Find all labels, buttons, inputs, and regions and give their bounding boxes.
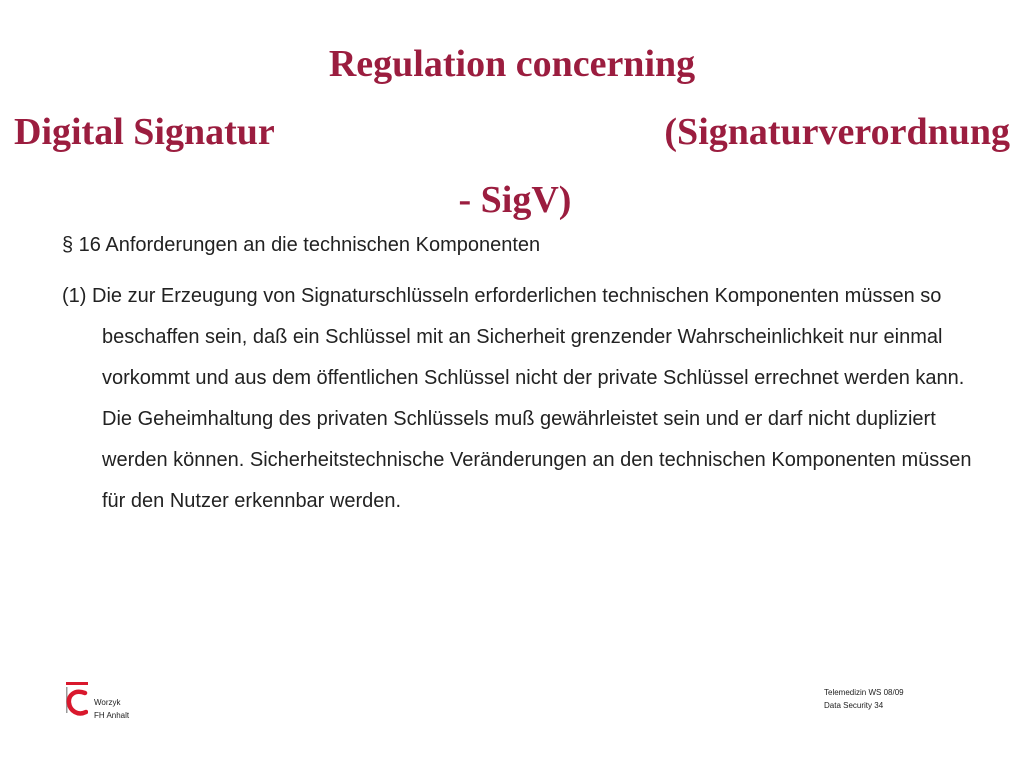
body-paragraph: (1) Die zur Erzeugung von Signaturschlüsseln erforderlichen technischen Komponenten müssen so beschaffen sein, daß ein Schlüssel mit an Sicherheit grenzender Wahrscheinlichkeit nur einmal vorkommt und aus dem öffentlichen Schlüssel nicht der private Schlüssel errechnet werden kann. Die Geheimhaltung des privaten Schlüssels muß gewährleistet sein und er darf nicht dupliziert werden können. Sicherheitstechnische Veränderungen an den technischen Komponenten müssen für den Nutzer erkennbar werden. bbox=[62, 285, 972, 512]
footer-course: Telemedizin WS 08/09 bbox=[824, 688, 904, 697]
title-line-3: - SigV) bbox=[458, 179, 572, 221]
title-line-1: Regulation concerning bbox=[328, 43, 696, 85]
footer-author-block bbox=[94, 680, 129, 722]
footer-right bbox=[824, 686, 904, 712]
section-heading: § 16 Anforderungen an die technischen Komponenten bbox=[62, 234, 541, 256]
slide-body bbox=[62, 228, 982, 522]
footer-slide-label: Data Security 34 bbox=[824, 701, 884, 710]
fh-anhalt-logo-icon bbox=[66, 680, 88, 720]
footer-author: Worzyk bbox=[94, 698, 121, 707]
footer-institution: FH Anhalt bbox=[94, 711, 130, 720]
title-line-2-left: Digital Signatur bbox=[14, 111, 275, 153]
footer-left bbox=[66, 680, 129, 722]
slide-title bbox=[0, 30, 1024, 234]
title-line-2-right: (Signaturverordnung bbox=[664, 111, 1010, 153]
title-line-2 bbox=[0, 98, 1024, 166]
